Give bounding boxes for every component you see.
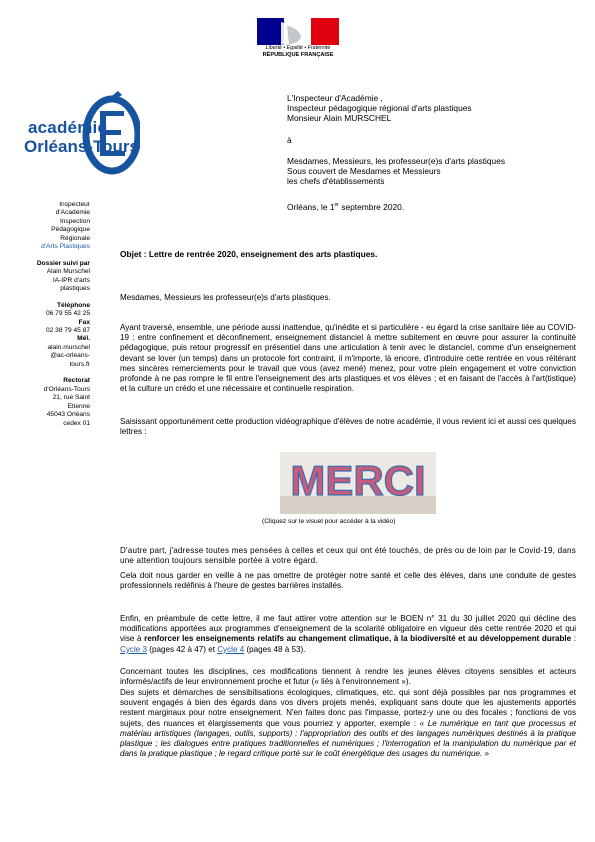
programme-quote: « Le numérique en tant que processus et matériau artistiques (langages, outils, supports) : l'appropriation des outils et des langages numériques destinés à la pratique plastique ; les dialogues entre pratiques traditionnelles et numériques ; l'interrogation et la manipulation du numérique par et dans la pratique plastique ; le regard critique porté sur le coût énergétique des usages du numérique. » <box>120 718 577 759</box>
academie-name-line2: Orléans-Tours <box>24 137 139 156</box>
paragraph-thoughts: D'autre part, j'adresse toutes mes pensées à celles et ceux qui ont été touchés, de près ou de loin par le Covid-19, dans une attention toujours sensible portée à votre égard. <box>120 546 576 566</box>
sidebar-group-service: Inspecteur d'Académie Inspection Pédagogique Régionale d'Arts Plastiques <box>41 201 90 251</box>
academie-name-line1: académie <box>28 118 108 137</box>
video-caption: (Cliquez sur le visuel pour accéder à la vidéo) <box>262 518 396 525</box>
letter-subject: Objet : Lettre de rentrée 2020, enseignement des arts plastiques. <box>120 249 378 259</box>
sidebar-group-dossier: Dossier suivi par Alain Murschel IA-IPR d'arts plastiques <box>36 259 90 293</box>
rf-motto: Liberté • Égalité • Fraternité <box>265 45 331 51</box>
salutation: Mesdames, Messieurs les professeur(e)s d'arts plastiques. <box>120 293 331 302</box>
paragraph-intro: Ayant traversé, ensemble, une période aussi inattendue, qu'inédite et si particulière - eu égard la crise sanitaire liée au COVID-19 : entre confinement et déconfinement, enseignement distanciel à mettre subitement en œuvre pour assurer la continuité pédagogique, puis retour progressif en présentiel dans une articulation à tenir avec le distanciel, comme d'un enseignement devant se lover (un temps) dans un protocole fort contraint, il m'importe, là encore, d'introduire cette rentrée en vous réitérant mes sincères remerciements pour le travail que vous (avez mené) menez, pour votre plein engagement et votre conviction profonde à ne pas rompre le fil entre l'enseignement des arts plastiques et vos élèves ; et en faisant de l'accès à l'art(tistique) et la culture un crédo et une nécessaire et continuelle respiration. <box>120 323 576 394</box>
recipient-line: Mesdames, Messieurs, les professeur(e)s d'arts plastiques <box>287 155 506 166</box>
letter-date: Orléans, le 1er septembre 2020. <box>287 202 405 212</box>
marianne-logo <box>251 14 345 74</box>
address-block <box>287 93 577 186</box>
cycle3-link[interactable]: Cycle 3 <box>120 644 147 654</box>
sidebar-contact <box>0 201 90 436</box>
recipient-line: Sous couvert de Mesdames et Messieurs <box>287 166 441 177</box>
merci-video-thumbnail[interactable] <box>280 452 436 514</box>
paragraph-disciplines: Concernant toutes les disciplines, ces modifications tiennent à rendre les jeunes élèves citoyens sensibles et acteurs informés/actifs de leur environnement proche et futur (« liés à l'environnement »). <box>120 667 576 687</box>
paragraph-health: Cela doit nous garder en veille à ne pas omettre de protéger notre santé et celle des élèves, dans une conduite de gestes professionnels redéfinis à l'heure de gestes barrières installés. <box>120 571 576 591</box>
merci-letters: MERCI <box>290 457 426 504</box>
sender-line: Monsieur Alain MURSCHEL <box>287 113 392 124</box>
a-word: à <box>287 134 292 145</box>
paragraph-video: Saisissant opportunément cette production vidéographique d'élèves de notre académie, il vous revient ici et aussi ces quelques lettres : <box>120 417 576 437</box>
sidebar-group-contact: Téléphone 06 79 55 42 25 Fax 02 38 79 45 87 Mél. alain.murschel @ac-orleans- tours.fr <box>46 301 90 368</box>
recipient-line: les chefs d'établissements <box>287 176 385 187</box>
sender-line: Inspecteur pédagogique régional d'arts plastiques <box>287 103 472 114</box>
cycle4-link[interactable]: Cycle 4 <box>217 644 245 654</box>
rf-name: RÉPUBLIQUE FRANÇAISE <box>262 52 334 58</box>
sidebar-group-address: Rectorat d'Orléans-Tours 21, rue Saint Etienne 45043 Orléans cedex 01 <box>43 377 90 427</box>
paragraph-boen: Enfin, en préambule de cette lettre, il me faut attirer votre attention sur le BOEN n° 31 du 30 juillet 2020 qui décline des modifications apportées aux programmes d'enseignement de la scolarité obligatoire en vigueur dès cette rentrée 2020 et qui vise à renforcer les enseignements relatifs au changement climatique, à la biodiversité et au développement durable : Cycle 3 (pages 42 à 47) et Cycle 4 (pages 48 à 53). <box>120 614 576 654</box>
paragraph-sujets: Des sujets et démarches de sensibilisations écologiques, climatiques, etc. qui sont déjà possibles par nos programmes et souvent engagés à bien des égards dans vos divers projets menés, expliquant sans doute que les ajustements apportés restent marginaux pour notre enseignement. N'en faites donc pas l'impasse, portez-y une ou des focales ; fonctions de vos sujets, des nuances et élargissements que vous pourriez y apporter, exemple : « Le numérique en tant que processus et matériau artistiques (langages, outils, supports) : l'appropriation des outils et des langages numériques destinés à la pratique plastique ; les dialogues entre pratiques traditionnelles et numériques ; l'interrogation et la manipulation du numérique par et dans la pratique plastique ; le regard critique porté sur le coût énergétique des usages du numérique. » <box>120 688 577 759</box>
republique-francaise-text <box>248 45 348 59</box>
sender-line: L'Inspecteur d'Académie , <box>287 93 383 103</box>
